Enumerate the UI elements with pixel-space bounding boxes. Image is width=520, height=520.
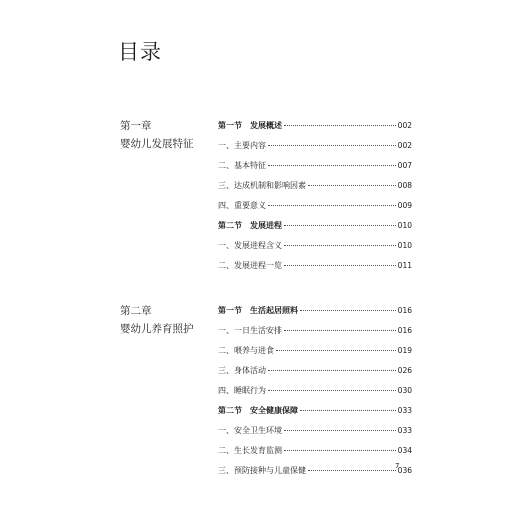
dot-leader bbox=[284, 245, 396, 246]
chapter-title: 婴幼儿发展特征 bbox=[120, 138, 194, 150]
entry-page-number: 034 bbox=[397, 446, 412, 455]
toc-item-entry bbox=[218, 445, 412, 465]
toc-item-entry bbox=[218, 345, 412, 365]
toc-item-entry bbox=[218, 365, 412, 385]
toc-item-entry bbox=[218, 465, 412, 485]
entry-page-number: 010 bbox=[397, 221, 412, 230]
entry-page-number: 009 bbox=[397, 201, 412, 210]
entry-label: 第一节 生活起居照料 bbox=[218, 306, 298, 315]
entry-page-number: 030 bbox=[397, 386, 412, 395]
entry-label: 四、睡眠行为 bbox=[218, 386, 266, 395]
toc-section-entry bbox=[218, 120, 412, 140]
dot-leader bbox=[268, 145, 396, 146]
entry-page-number: 033 bbox=[397, 426, 412, 435]
entry-label: 二、喂养与进食 bbox=[218, 346, 274, 355]
entry-page-number: 019 bbox=[397, 346, 412, 355]
dot-leader bbox=[284, 450, 396, 451]
toc-item-entry bbox=[218, 325, 412, 345]
dot-leader bbox=[276, 350, 396, 351]
chapter-number: 第一章 bbox=[120, 120, 152, 132]
entry-page-number: 010 bbox=[397, 241, 412, 250]
dot-leader bbox=[308, 185, 396, 186]
entry-label: 二、生长发育监测 bbox=[218, 446, 282, 455]
entry-label: 二、基本特征 bbox=[218, 161, 266, 170]
page-title: 目录 bbox=[118, 40, 162, 64]
toc-item-entry bbox=[218, 200, 412, 220]
dot-leader bbox=[268, 370, 396, 371]
toc-item-entry bbox=[218, 180, 412, 200]
entry-page-number: 016 bbox=[397, 306, 412, 315]
entry-label: 三、达成机制和影响因素 bbox=[218, 181, 306, 190]
entry-page-number: 026 bbox=[397, 366, 412, 375]
dot-leader bbox=[300, 310, 396, 311]
dot-leader bbox=[284, 125, 396, 126]
toc-item-entry bbox=[218, 260, 412, 280]
entry-page-number: 007 bbox=[397, 161, 412, 170]
dot-leader bbox=[284, 430, 396, 431]
entry-label: 第二节 发展进程 bbox=[218, 221, 282, 230]
entry-label: 二、发展进程一览 bbox=[218, 261, 282, 270]
entry-page-number: 011 bbox=[397, 261, 412, 270]
dot-leader bbox=[308, 470, 396, 471]
toc-section-entry bbox=[218, 220, 412, 240]
entry-label: 一、主要内容 bbox=[218, 141, 266, 150]
toc-item-entry bbox=[218, 425, 412, 445]
entry-label: 一、一日生活安排 bbox=[218, 326, 282, 335]
toc-item-entry bbox=[218, 140, 412, 160]
toc-entries bbox=[218, 305, 412, 485]
entry-page-number: 036 bbox=[397, 466, 412, 475]
toc-item-entry bbox=[218, 385, 412, 405]
dot-leader bbox=[300, 410, 396, 411]
chapter-title: 婴幼儿养育照护 bbox=[120, 323, 194, 335]
entry-page-number: 002 bbox=[397, 121, 412, 130]
dot-leader bbox=[284, 225, 396, 226]
entry-label: 一、安全卫生环境 bbox=[218, 426, 282, 435]
toc-item-entry bbox=[218, 240, 412, 260]
entry-page-number: 008 bbox=[397, 181, 412, 190]
chapter-number: 第二章 bbox=[120, 305, 152, 317]
dot-leader bbox=[268, 390, 396, 391]
entry-label: 一、发展进程含义 bbox=[218, 241, 282, 250]
toc-section-entry bbox=[218, 405, 412, 425]
toc-entries bbox=[218, 120, 412, 280]
entry-page-number: 033 bbox=[397, 406, 412, 415]
entry-label: 第二节 安全健康保障 bbox=[218, 406, 298, 415]
dot-leader bbox=[268, 165, 396, 166]
entry-label: 三、身体活动 bbox=[218, 366, 266, 375]
page-number: 7 bbox=[395, 462, 400, 470]
entry-page-number: 002 bbox=[397, 141, 412, 150]
dot-leader bbox=[268, 205, 396, 206]
entry-page-number: 016 bbox=[397, 326, 412, 335]
entry-label: 第一节 发展概述 bbox=[218, 121, 282, 130]
toc-section-entry bbox=[218, 305, 412, 325]
dot-leader bbox=[284, 265, 396, 266]
dot-leader bbox=[284, 330, 396, 331]
chapter-heading bbox=[120, 120, 220, 151]
toc-item-entry bbox=[218, 160, 412, 180]
entry-label: 四、重要意义 bbox=[218, 201, 266, 210]
entry-label: 三、预防接种与儿童保健 bbox=[218, 466, 306, 475]
chapter-heading bbox=[120, 305, 220, 336]
